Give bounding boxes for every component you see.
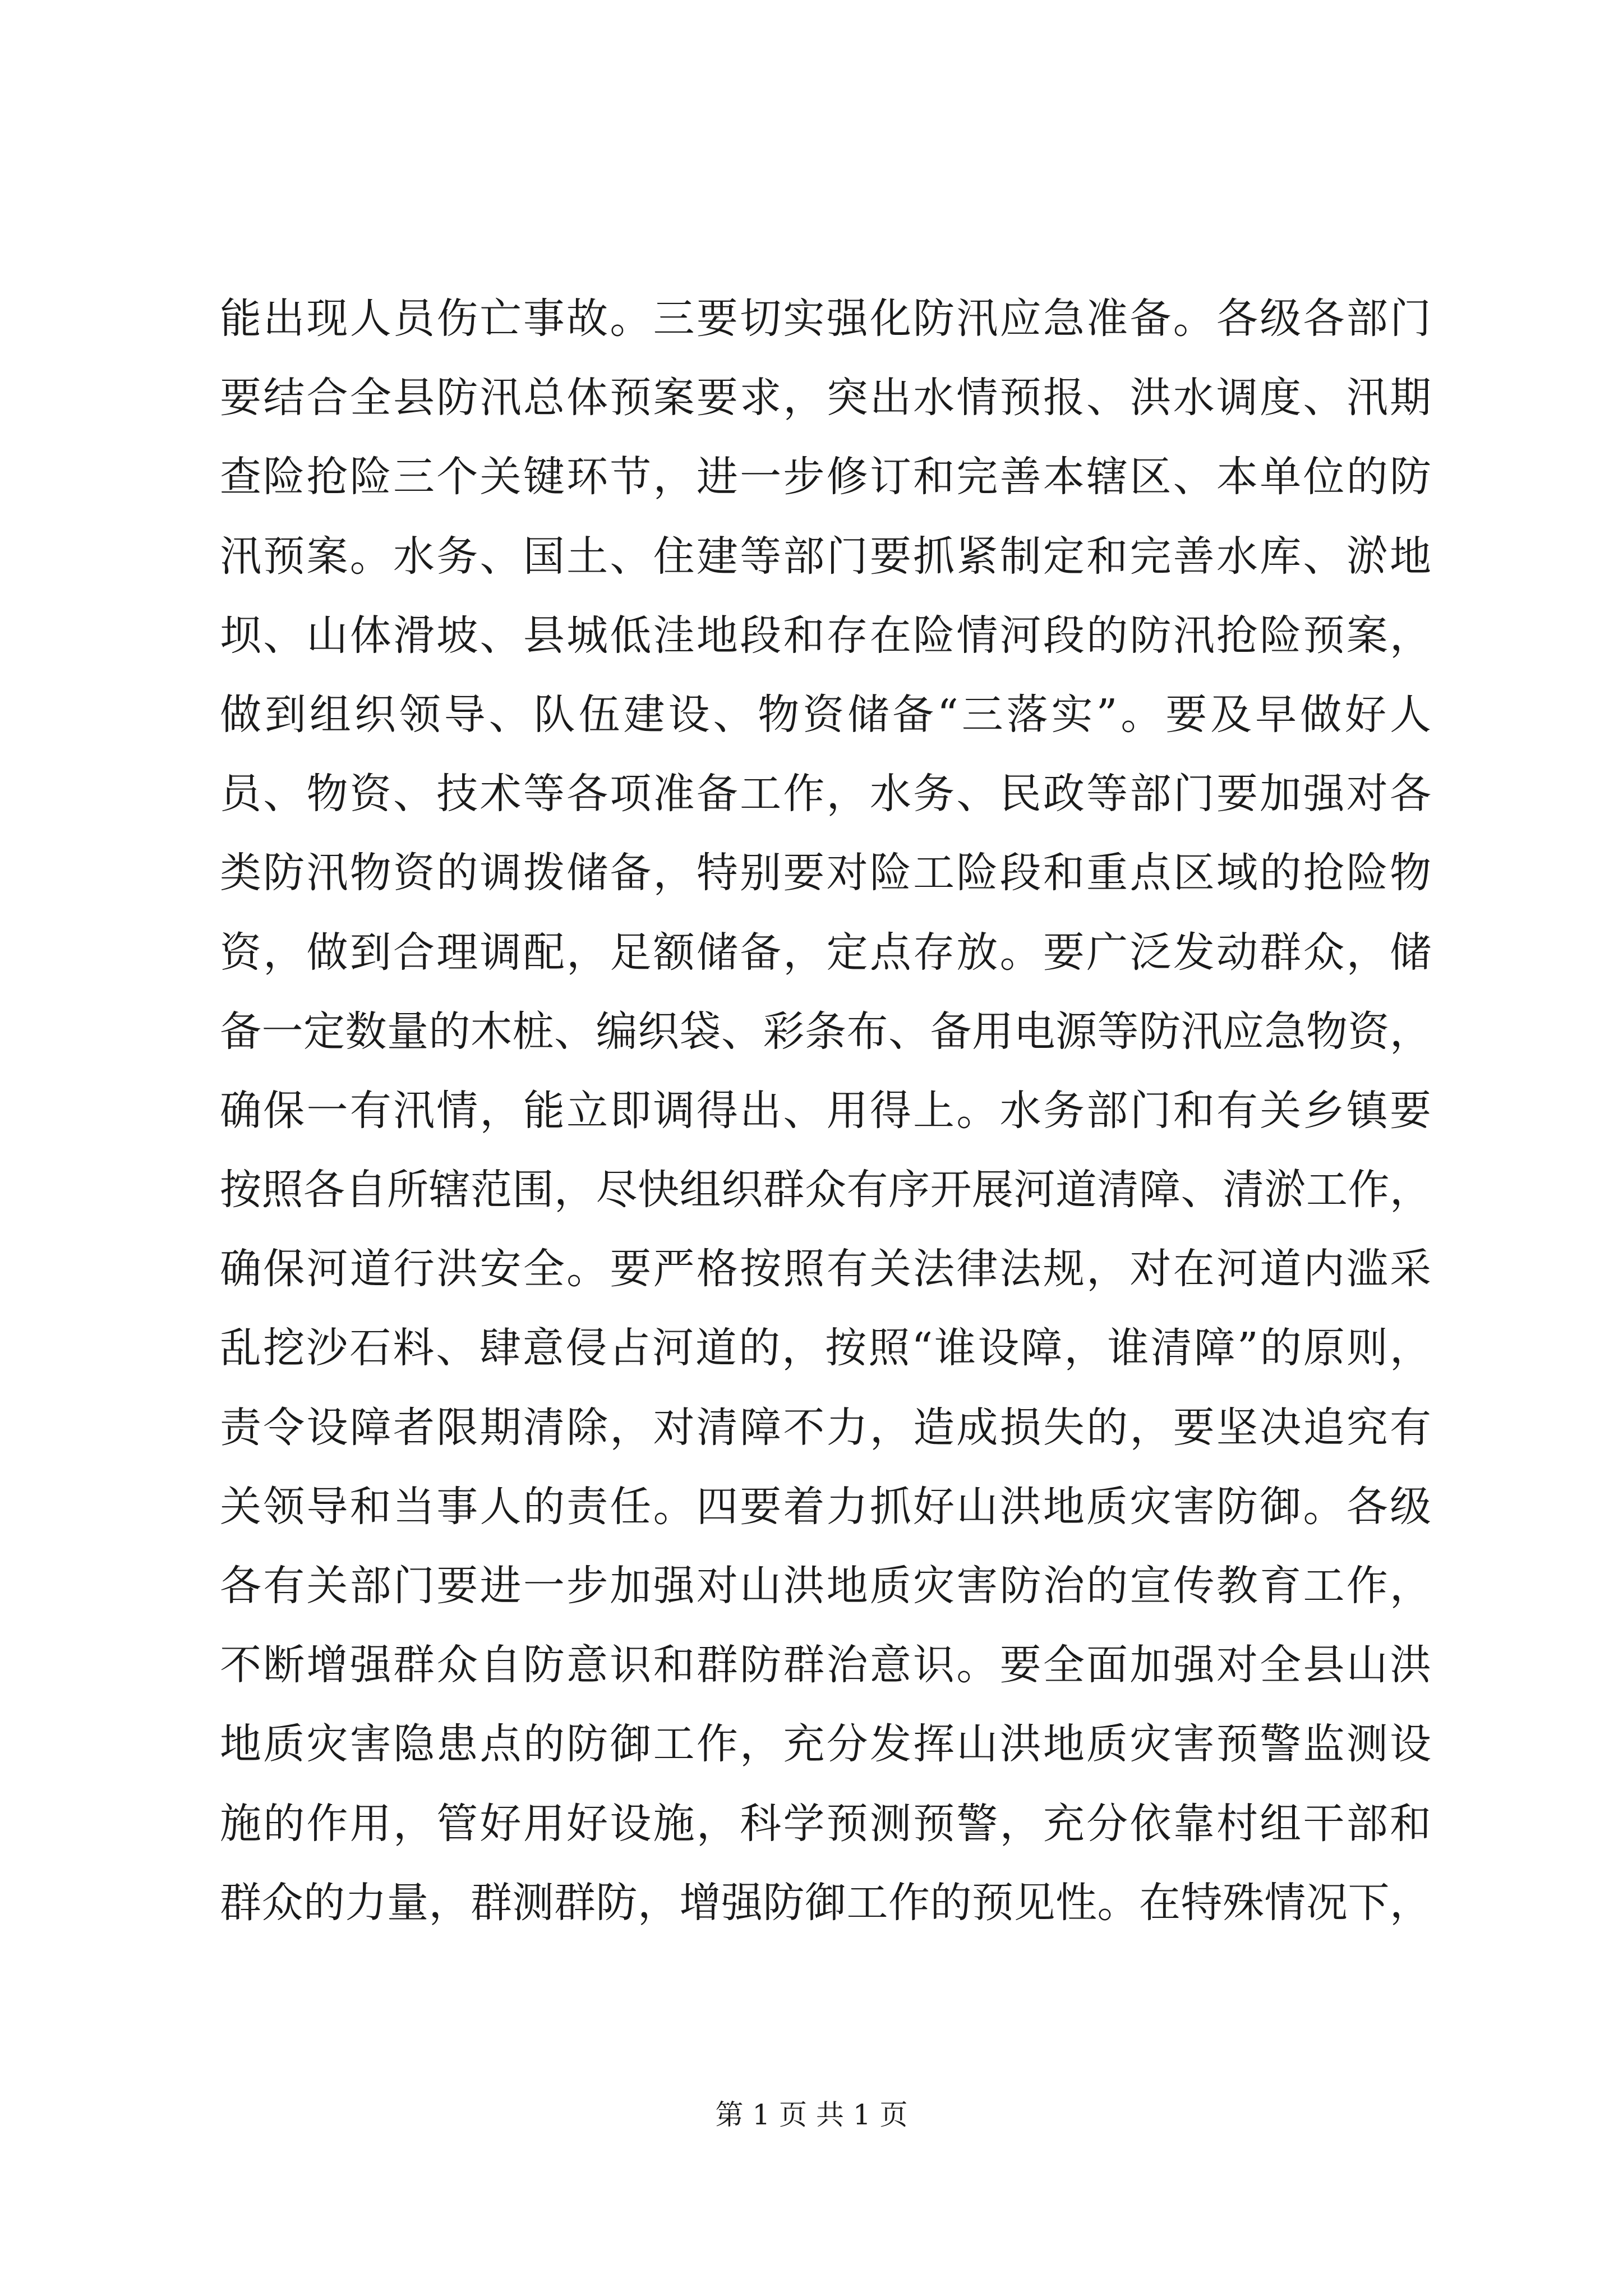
text-line: 查险抢险三个关键环节，进一步修订和完善本辖区、本单位的防 <box>220 453 1431 501</box>
text-line: 按照各自所辖范围，尽快组织群众有序开展河道清障、清淤工作， <box>220 1166 1431 1214</box>
text-line: 能出现人员伤亡事故。三要切实强化防汛应急准备。各级各部门 <box>220 295 1431 343</box>
text-line: 地质灾害隐患点的防御工作，充分发挥山洪地质灾害预警监测设 <box>220 1720 1431 1769</box>
page-footer: 第 1 页 共 1 页 <box>715 2099 908 2131</box>
text-line: 关领导和当事人的责任。四要着力抓好山洪地质灾害防御。各级 <box>220 1482 1431 1531</box>
text-line: 群众的力量，群测群防，增强防御工作的预见性。在特殊情况下， <box>220 1878 1431 1927</box>
text-line: 坝、山体滑坡、县城低洼地段和存在险情河段的防汛抢险预案， <box>220 611 1431 660</box>
body-text <box>220 279 1431 1943</box>
text-line: 员、物资、技术等各项准备工作，水务、民政等部门要加强对各 <box>220 770 1431 818</box>
text-line: 确保一有汛情，能立即调得出、用得上。水务部门和有关乡镇要 <box>220 1086 1431 1135</box>
text-line: 类防汛物资的调拨储备，特别要对险工险段和重点区域的抢险物 <box>220 849 1431 898</box>
text-line: 施的作用，管好用好设施，科学预测预警，充分依靠村组干部和 <box>220 1799 1431 1848</box>
text-line: 资，做到合理调配，足额储备，定点存放。要广泛发动群众，储 <box>220 928 1431 977</box>
text-line: 责令设障者限期清除，对清障不力，造成损失的，要坚决追究有 <box>220 1403 1431 1452</box>
text-line: 确保河道行洪安全。要严格按照有关法律法规，对在河道内滥采 <box>220 1245 1431 1294</box>
text-line: 不断增强群众自防意识和群防群治意识。要全面加强对全县山洪 <box>220 1641 1431 1690</box>
text-line: 乱挖沙石料、肆意侵占河道的，按照“谁设障，谁清障”的原则， <box>220 1324 1431 1373</box>
text-line: 备一定数量的木桩、编织袋、彩条布、备用电源等防汛应急物资， <box>220 1007 1431 1056</box>
text-line: 做到组织领导、队伍建设、物资储备“三落实”。要及早做好人 <box>220 690 1431 739</box>
text-line: 各有关部门要进一步加强对山洪地质灾害防治的宣传教育工作， <box>220 1562 1431 1610</box>
text-line: 汛预案。水务、国土、住建等部门要抓紧制定和完善水库、淤地 <box>220 532 1431 581</box>
text-line: 要结合全县防汛总体预案要求，突出水情预报、洪水调度、汛期 <box>220 374 1431 422</box>
